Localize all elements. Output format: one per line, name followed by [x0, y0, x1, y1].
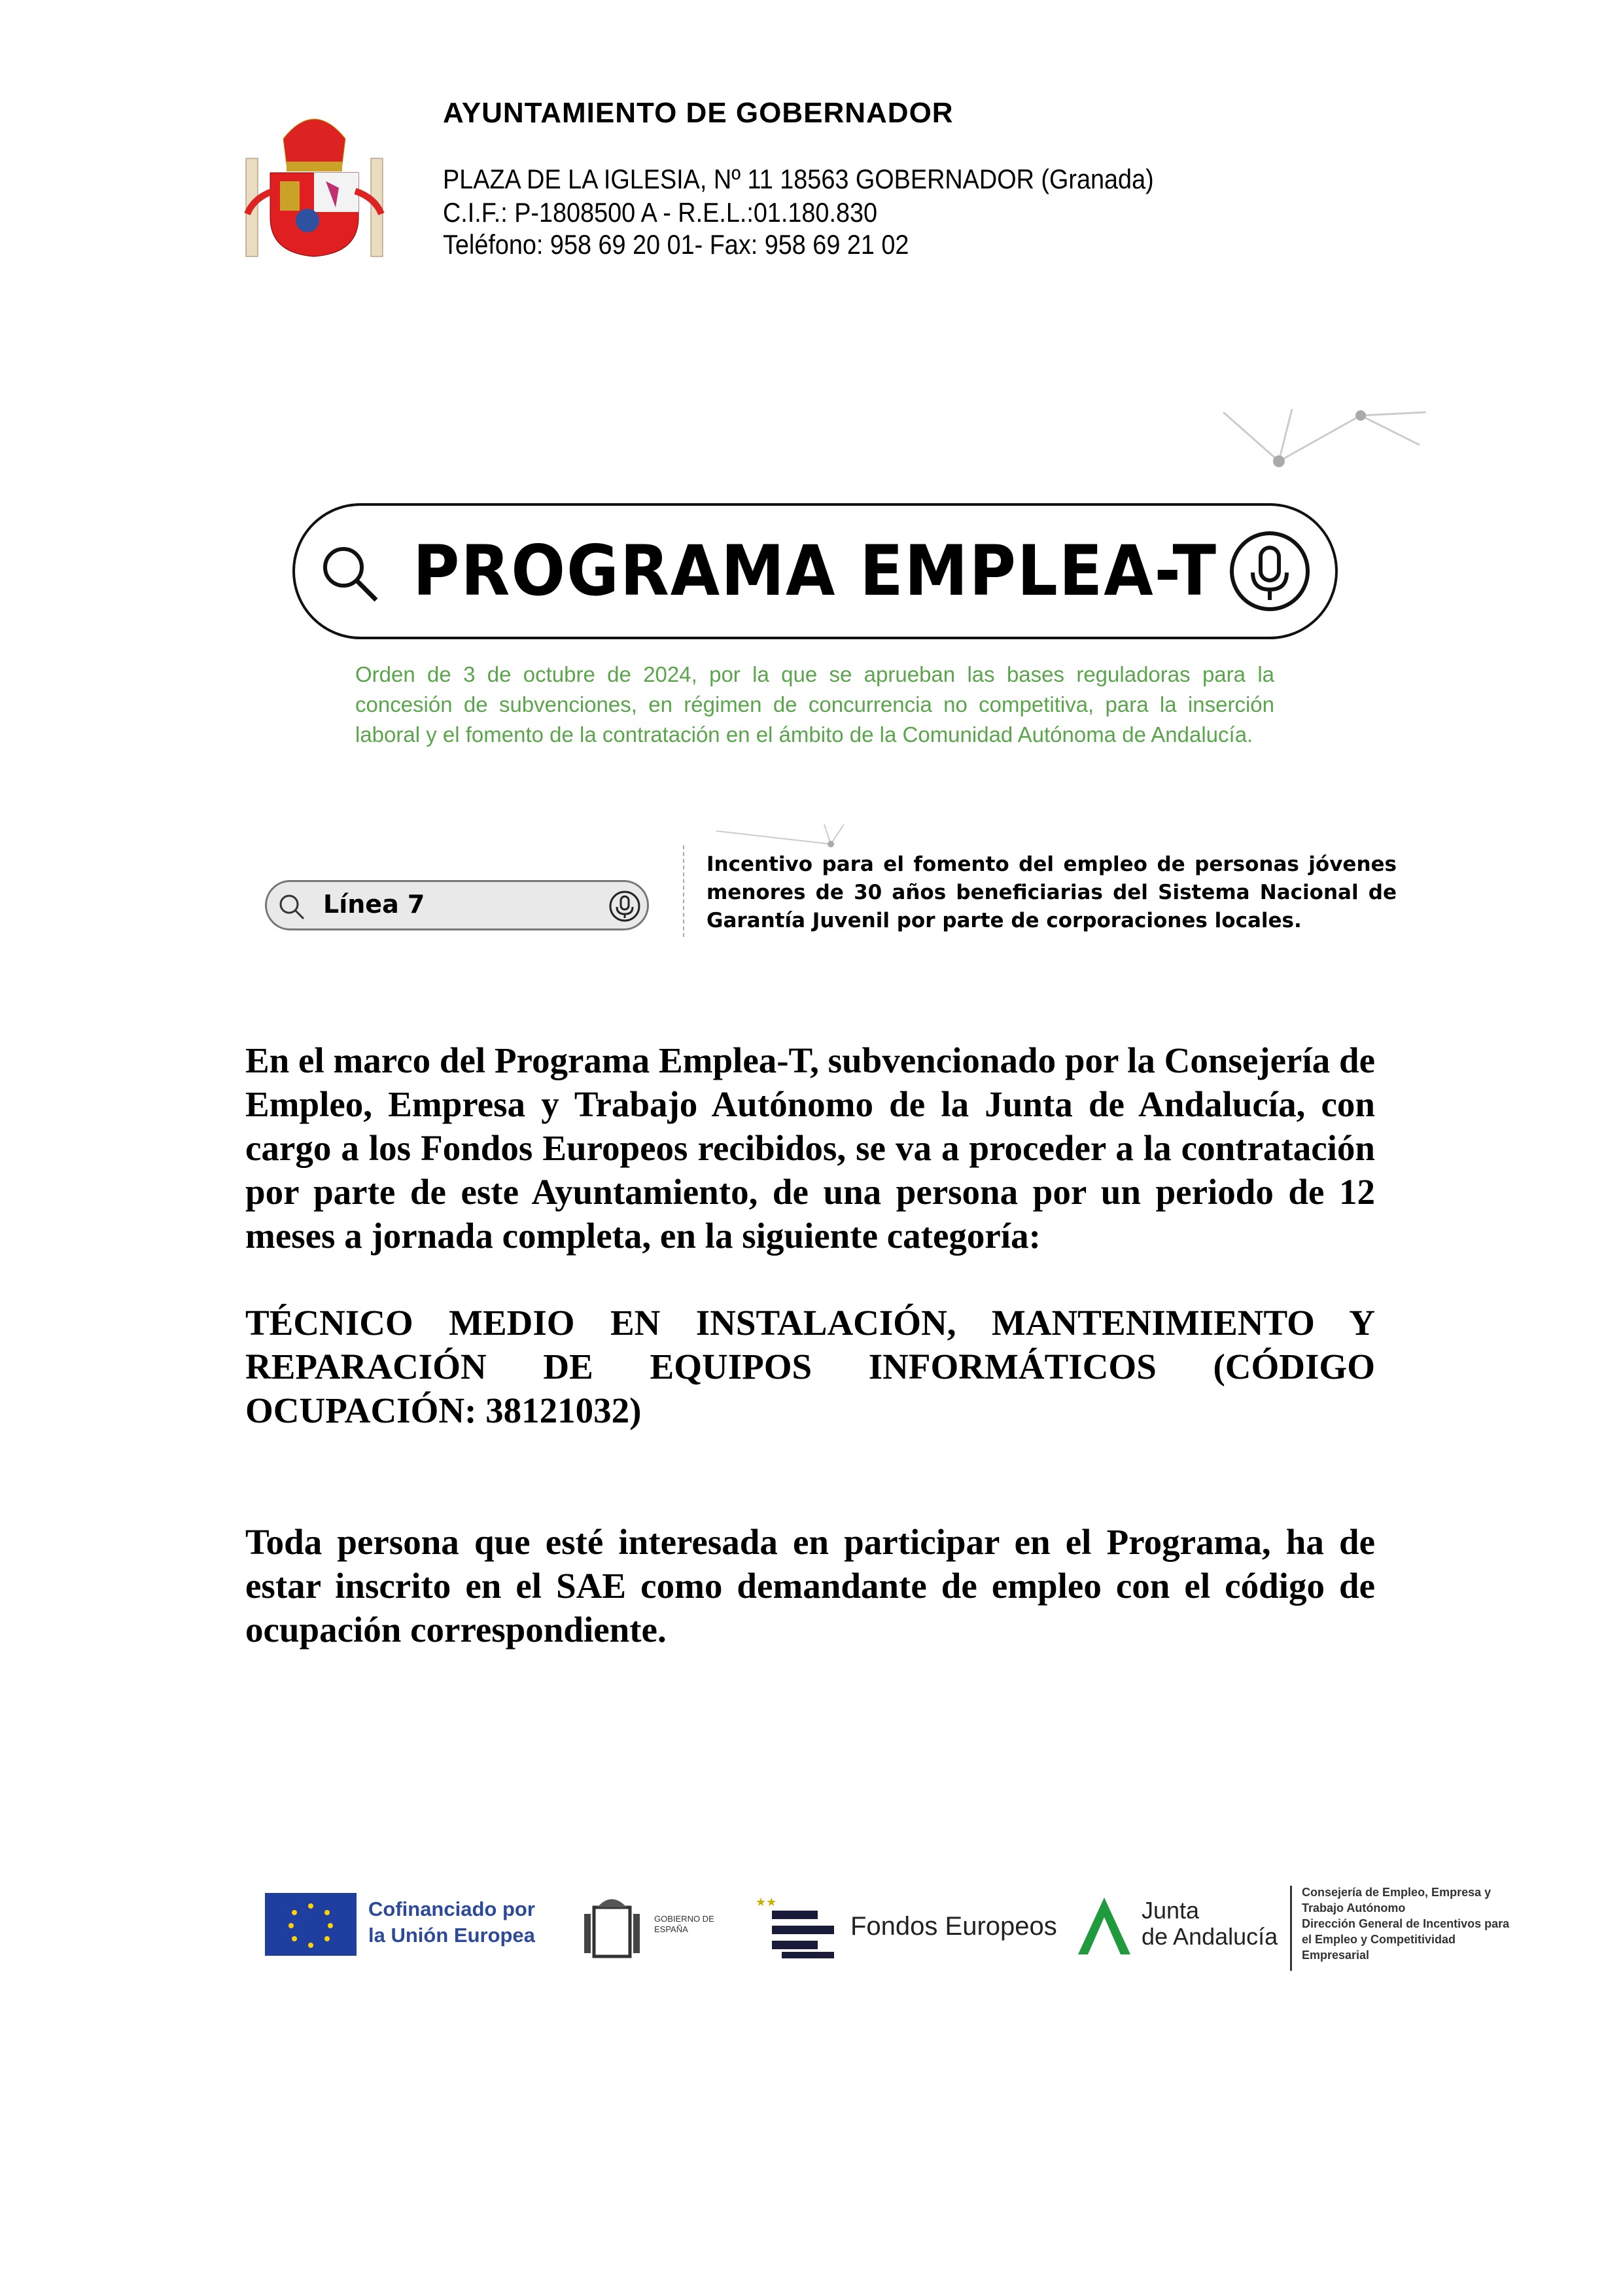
paragraph-intro: En el marco del Programa Emplea-T, subvencionado por la Consejería de Empleo, Empresa y Trabajo Autónomo de la Junta de Andalucía, con cargo a los Fondos Europeos recibidos, se va a proceder a la contratación por parte de este Ayuntamiento, de una persona por un periodo de 12 meses a jornada completa, en la siguiente categoría:	[245, 1040, 1375, 1256]
junta-text	[1142, 1898, 1278, 1950]
org-title: AYUNTAMIENTO DE GOBERNADOR	[443, 97, 954, 129]
divider	[683, 845, 684, 937]
paragraph-requirement: Toda persona que esté interesada en participar en el Programa, ha de estar inscrito en el SAE como demandante de empleo con el código de ocupación correspondiente.	[245, 1522, 1375, 1650]
junta-andalucia-logo	[1075, 1894, 1137, 1956]
search-icon	[277, 892, 306, 921]
search-icon	[319, 542, 381, 605]
junta-line2: de Andalucía	[1142, 1923, 1278, 1950]
spain-government-crest	[581, 1894, 643, 1960]
coat-of-arms-logo	[234, 99, 394, 260]
order-text: Orden de 3 de octubre de 2024, por la que se aprueban las bases reguladoras para la concesión de subvenciones, en régimen de concurrencia no competitiva, para la inserción laboral y el fomento de la contratación en el ámbito de la Comunidad Autónoma de Andalucía.	[355, 662, 1274, 747]
incentive-text: Incentivo para el fomento del empleo de personas jóvenes menores de 30 años beneficiarias del Sistema Nacional de Garantía Juvenil por parte de corporaciones locales.	[707, 853, 1397, 932]
line-label: Línea 7	[323, 890, 425, 919]
network-decoration	[1217, 399, 1426, 471]
job-category: TÉCNICO MEDIO EN INSTALACIÓN, MANTENIMIENTO Y REPARACIÓN DE EQUIPOS INFORMÁTICOS (CÓDIGO OCUPACIÓN: 38121032)	[245, 1303, 1375, 1430]
line-search-bar	[265, 880, 649, 930]
eu-cofinanced-text: Cofinanciado por la Unión Europea	[368, 1898, 535, 1947]
program-search-bar	[292, 503, 1338, 639]
eu-flag-logo	[265, 1893, 357, 1956]
cif: C.I.F.: P-1808500 A - R.E.L.:01.180.830	[443, 197, 878, 228]
consejeria-text	[1302, 1884, 1518, 1963]
fondos-europeos-icon	[752, 1896, 837, 1958]
svg-text:★★: ★★	[756, 1896, 777, 1909]
address: PLAZA DE LA IGLESIA, Nº 11 18563 GOBERNADOR (Granada)	[443, 164, 1154, 194]
phone: Teléfono: 958 69 20 01- Fax: 958 69 21 02	[443, 229, 909, 260]
program-title: PROGRAMA EMPLEA-T	[413, 531, 1217, 611]
microphone-icon	[608, 890, 641, 923]
consejeria-label: Consejería de Empleo, Empresa y Trabajo Autónomo	[1302, 1886, 1492, 1915]
junta-line1: Junta	[1142, 1897, 1200, 1924]
direccion-label: Dirección General de Incentivos para el Empleo y Competitividad Empresarial	[1302, 1917, 1510, 1962]
gobierno-espana-text: GOBIERNO DE ESPAÑA	[654, 1914, 714, 1934]
fondos-europeos-text: Fondos Europeos	[850, 1912, 1057, 1941]
network-decoration-small	[713, 821, 857, 851]
microphone-icon	[1228, 529, 1312, 613]
logo-divider	[1290, 1886, 1292, 1971]
